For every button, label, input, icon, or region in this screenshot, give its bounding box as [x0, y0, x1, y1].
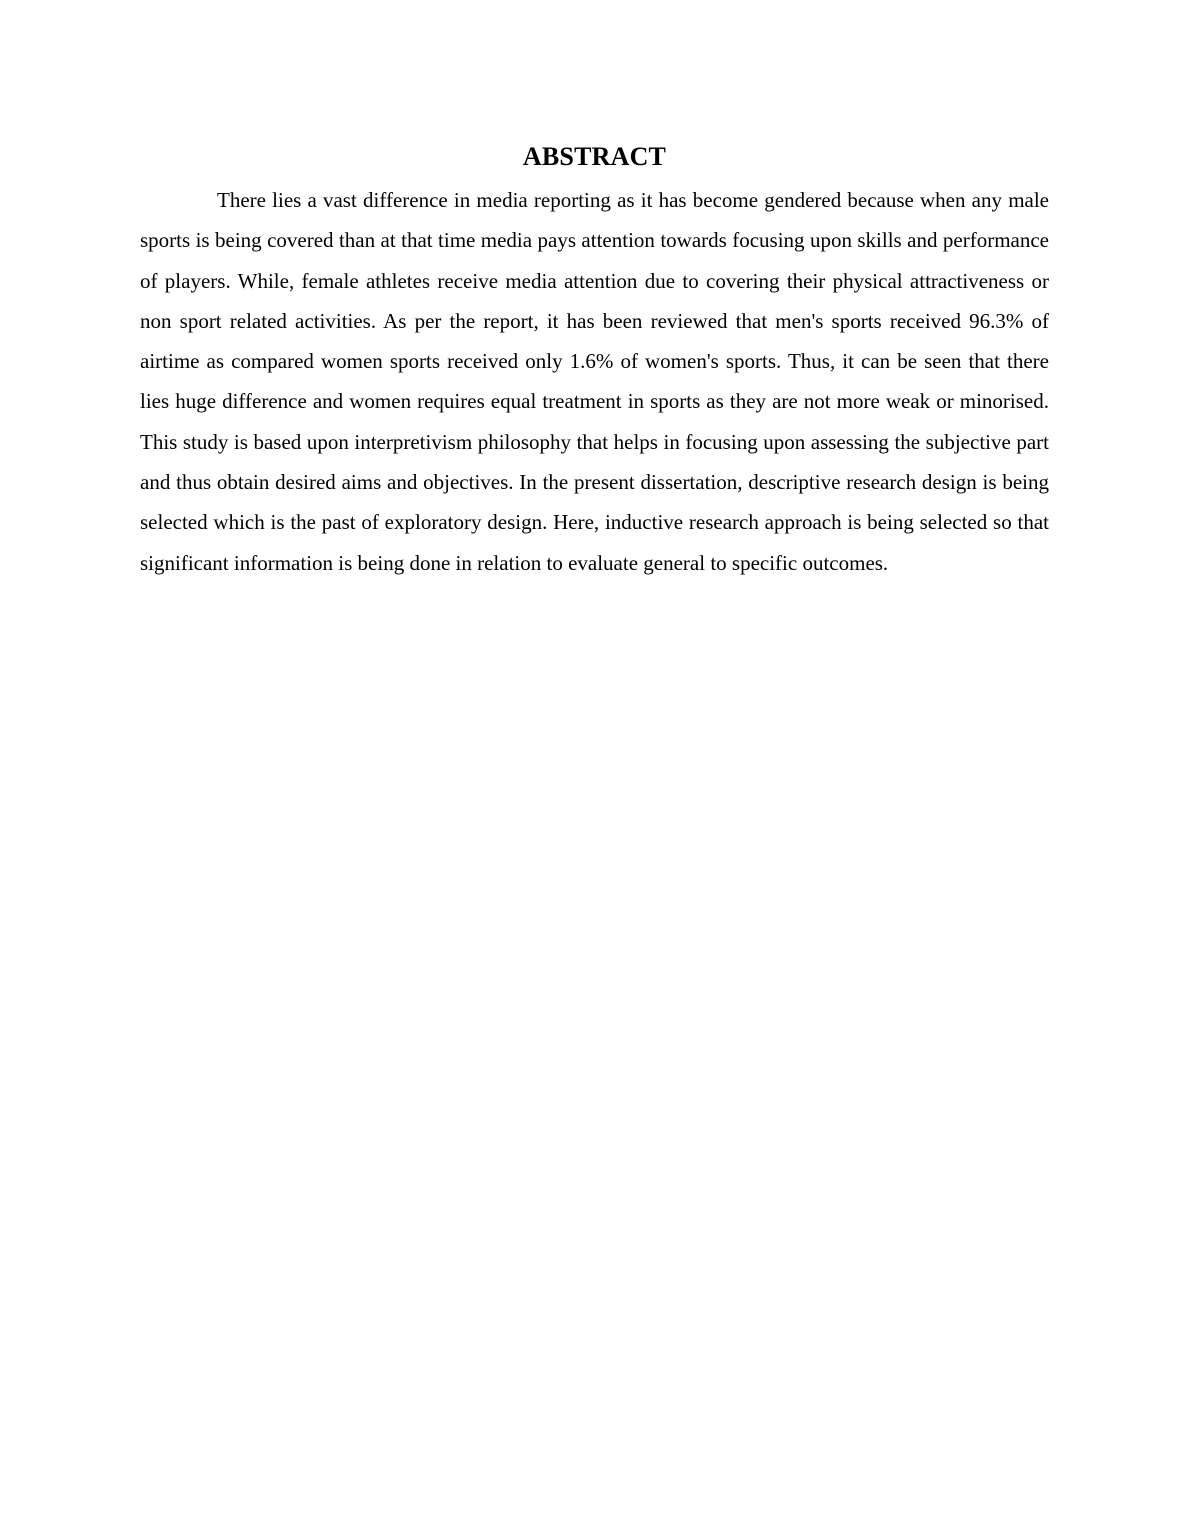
abstract-paragraph: There lies a vast difference in media reporting as it has become gendered because when any male sports is being covered than at that time media pays attention towards focusing upon skills and performance of players. While, female athletes receive media attention due to covering their physical attractiveness or non sport related activities. As per the report, it has been reviewed that men's sports received 96.3% of airtime as compared women sports received only 1.6% of women's sports. Thus, it can be seen that there lies huge difference and women requires equal treatment in sports as they are not more weak or minorised. This study is based upon interpretivism philosophy that helps in focusing upon assessing the subjective part and thus obtain desired aims and objectives. In the present dissertation, descriptive research design is being selected which is the past of exploratory design. Here, inductive research approach is being selected so that significant information is being done in relation to evaluate general to specific outcomes. [140, 188, 1049, 575]
document-content [140, 140, 1049, 583]
abstract-heading: ABSTRACT [522, 142, 667, 171]
